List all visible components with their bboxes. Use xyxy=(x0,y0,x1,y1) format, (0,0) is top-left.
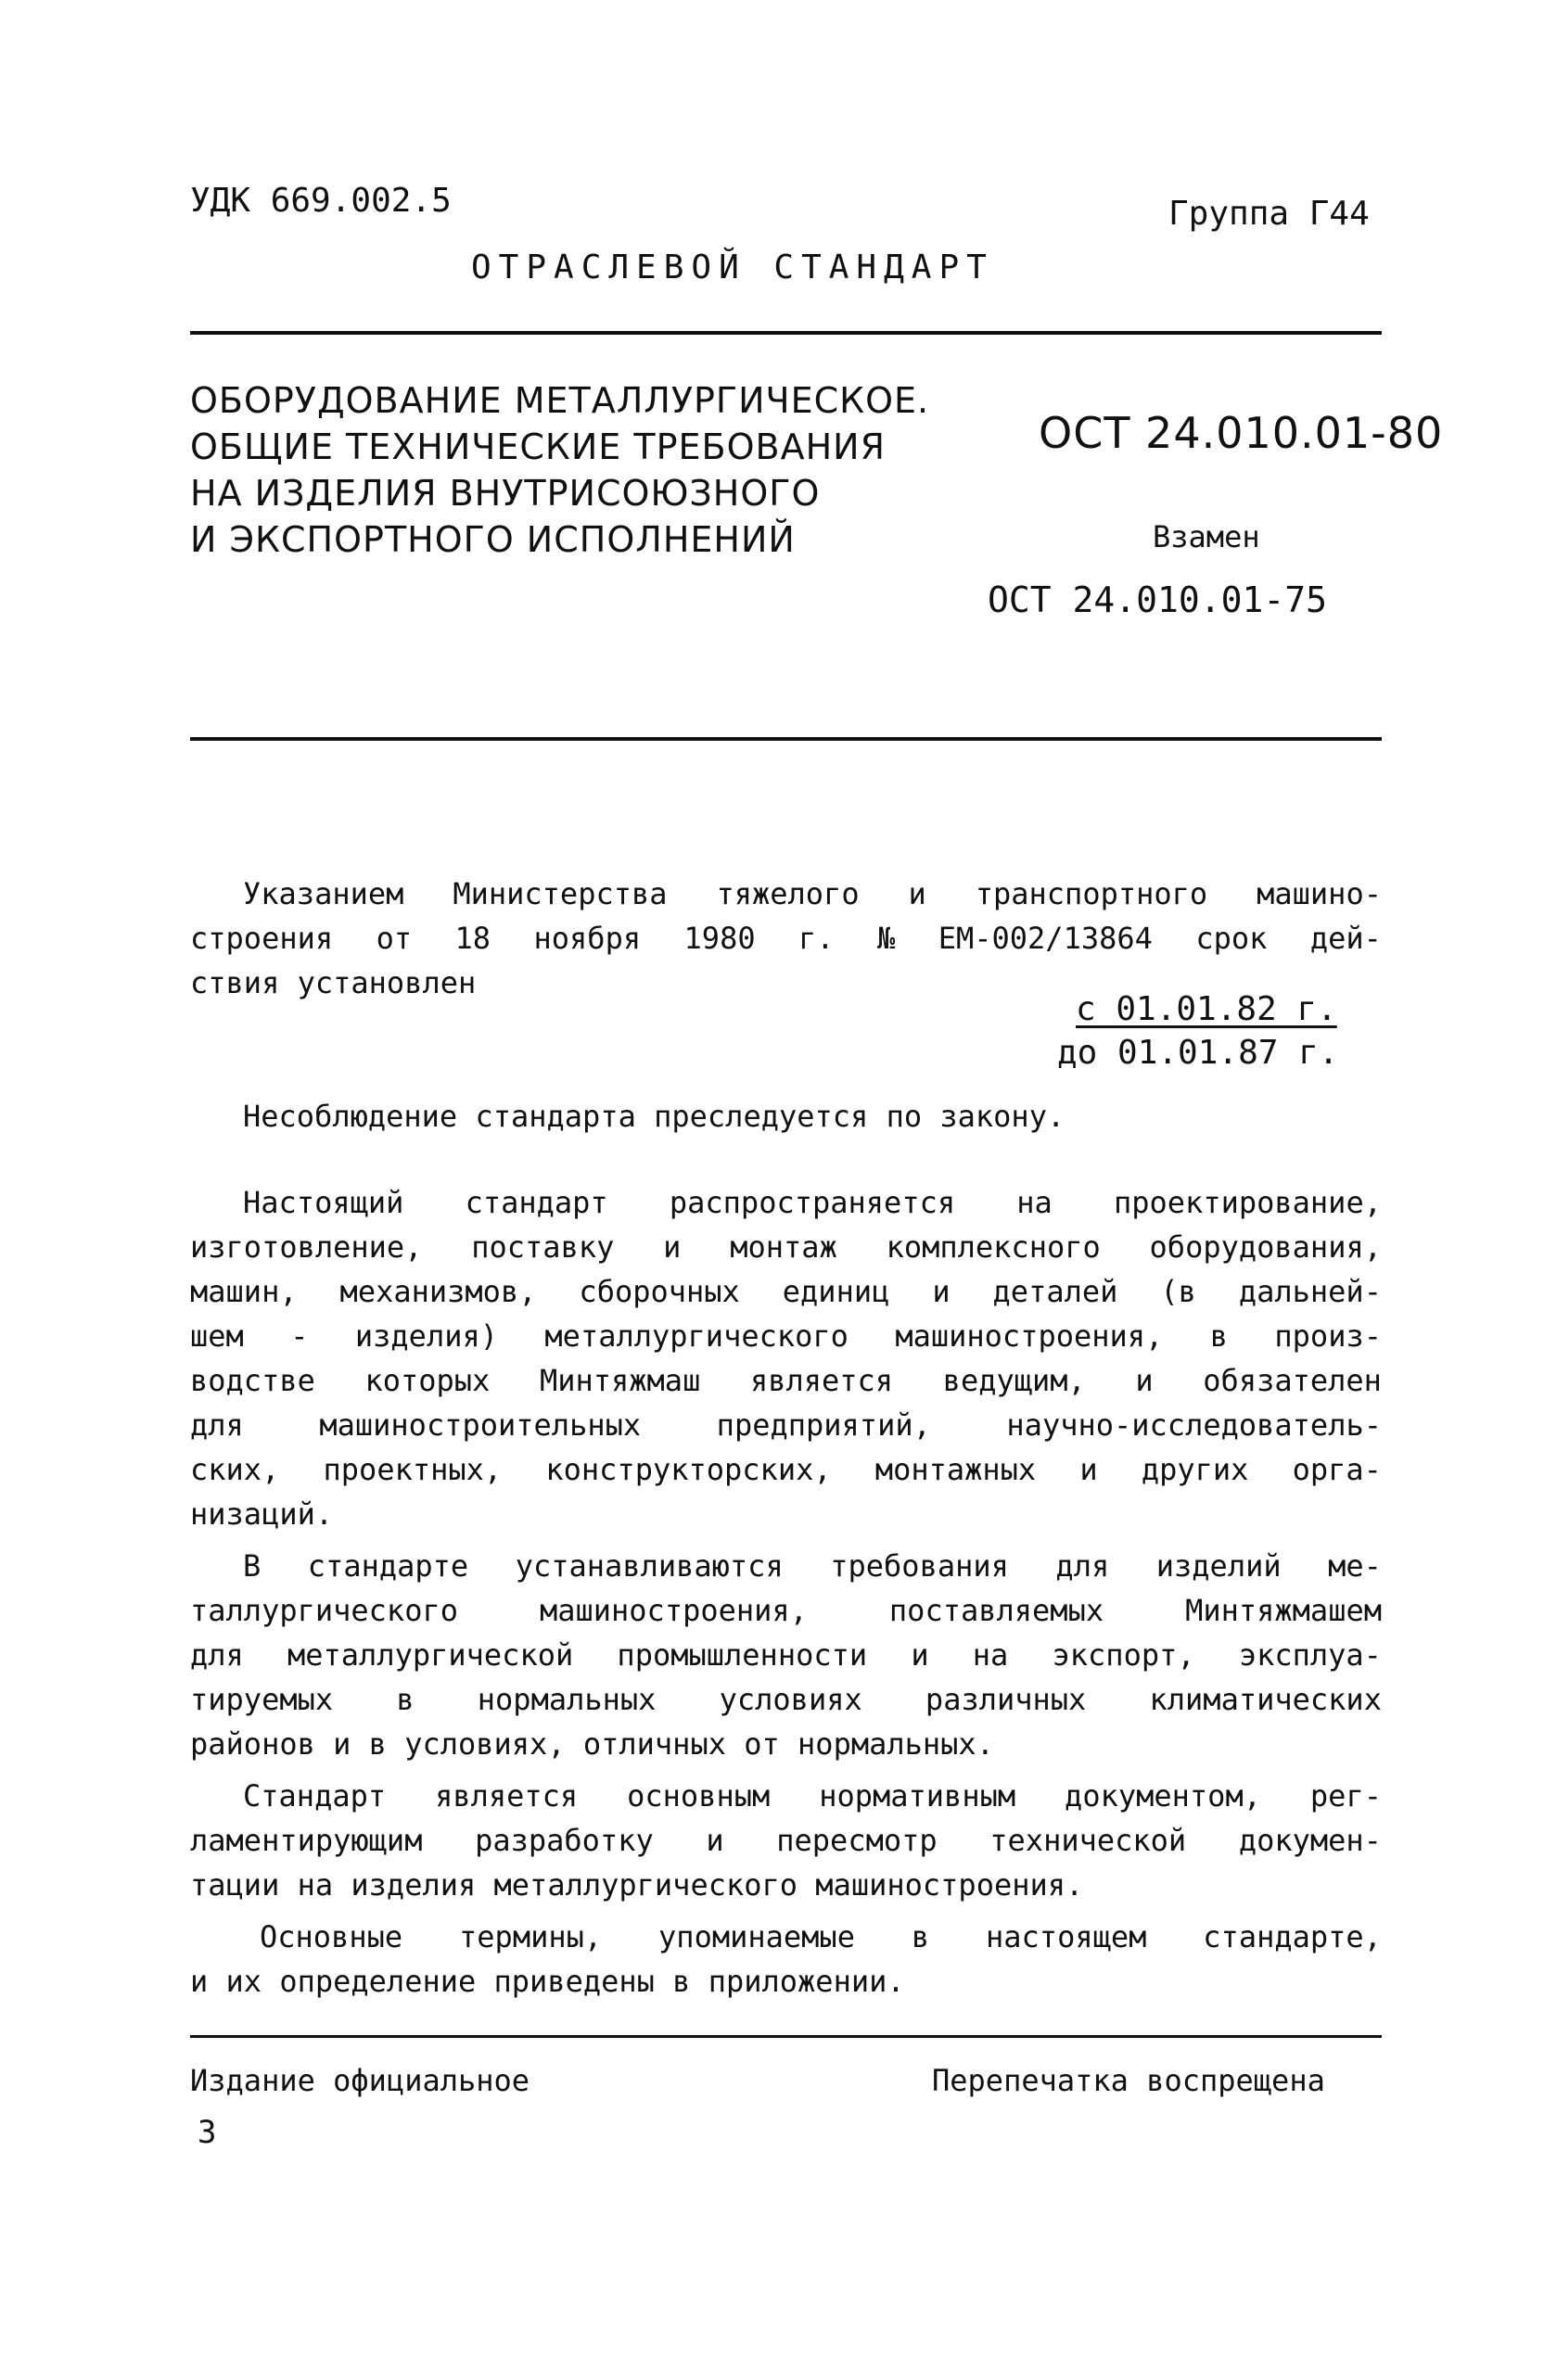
reprint-note: Перепечатка воспрещена xyxy=(932,2063,1325,2098)
title-line: ОБЩИЕ ТЕХНИЧЕСКИЕ ТРЕБОВАНИЯ xyxy=(190,426,886,467)
edition-note: Издание официальное xyxy=(190,2063,530,2098)
title-line: НА ИЗДЕЛИЯ ВНУТРИСОЮЗНОГО xyxy=(190,473,821,514)
page-number: 3 xyxy=(198,2114,217,2151)
decree-line: Указанием Министерства тяжелого и транспортного машино- xyxy=(243,876,1382,911)
replaces-code: ОСТ 24.010.01-75 xyxy=(988,579,1328,620)
validity-to: до 01.01.87 г. xyxy=(1057,1034,1339,1072)
group-code: Группа Г44 xyxy=(1168,195,1370,233)
standard-type: ОТРАСЛЕВОЙ СТАНДАРТ xyxy=(471,248,994,286)
title-line: ОБОРУДОВАНИЕ МЕТАЛЛУРГИЧЕСКОЕ. xyxy=(190,380,930,421)
decree-line: ствия установлен xyxy=(190,965,477,1000)
validity-from: с 01.01.82 г. xyxy=(1076,990,1337,1028)
udk-code: УДК 669.002.5 xyxy=(190,182,452,220)
footer-rule xyxy=(190,2035,1382,2038)
title-line: И ЭКСПОРТНОГО ИСПОЛНЕНИЙ xyxy=(190,519,796,560)
title-rule xyxy=(190,737,1382,741)
replaces-label: Взамен xyxy=(1153,519,1260,554)
standard-code: ОСТ 24.010.01-80 xyxy=(1039,408,1444,458)
decree-line: строения от 18 ноября 1980 г. № ЕМ-002/13864 срок дей- xyxy=(190,921,1382,956)
header-rule xyxy=(190,331,1382,335)
legal-warning: Несоблюдение стандарта преследуется по закону. xyxy=(243,1099,1065,1134)
